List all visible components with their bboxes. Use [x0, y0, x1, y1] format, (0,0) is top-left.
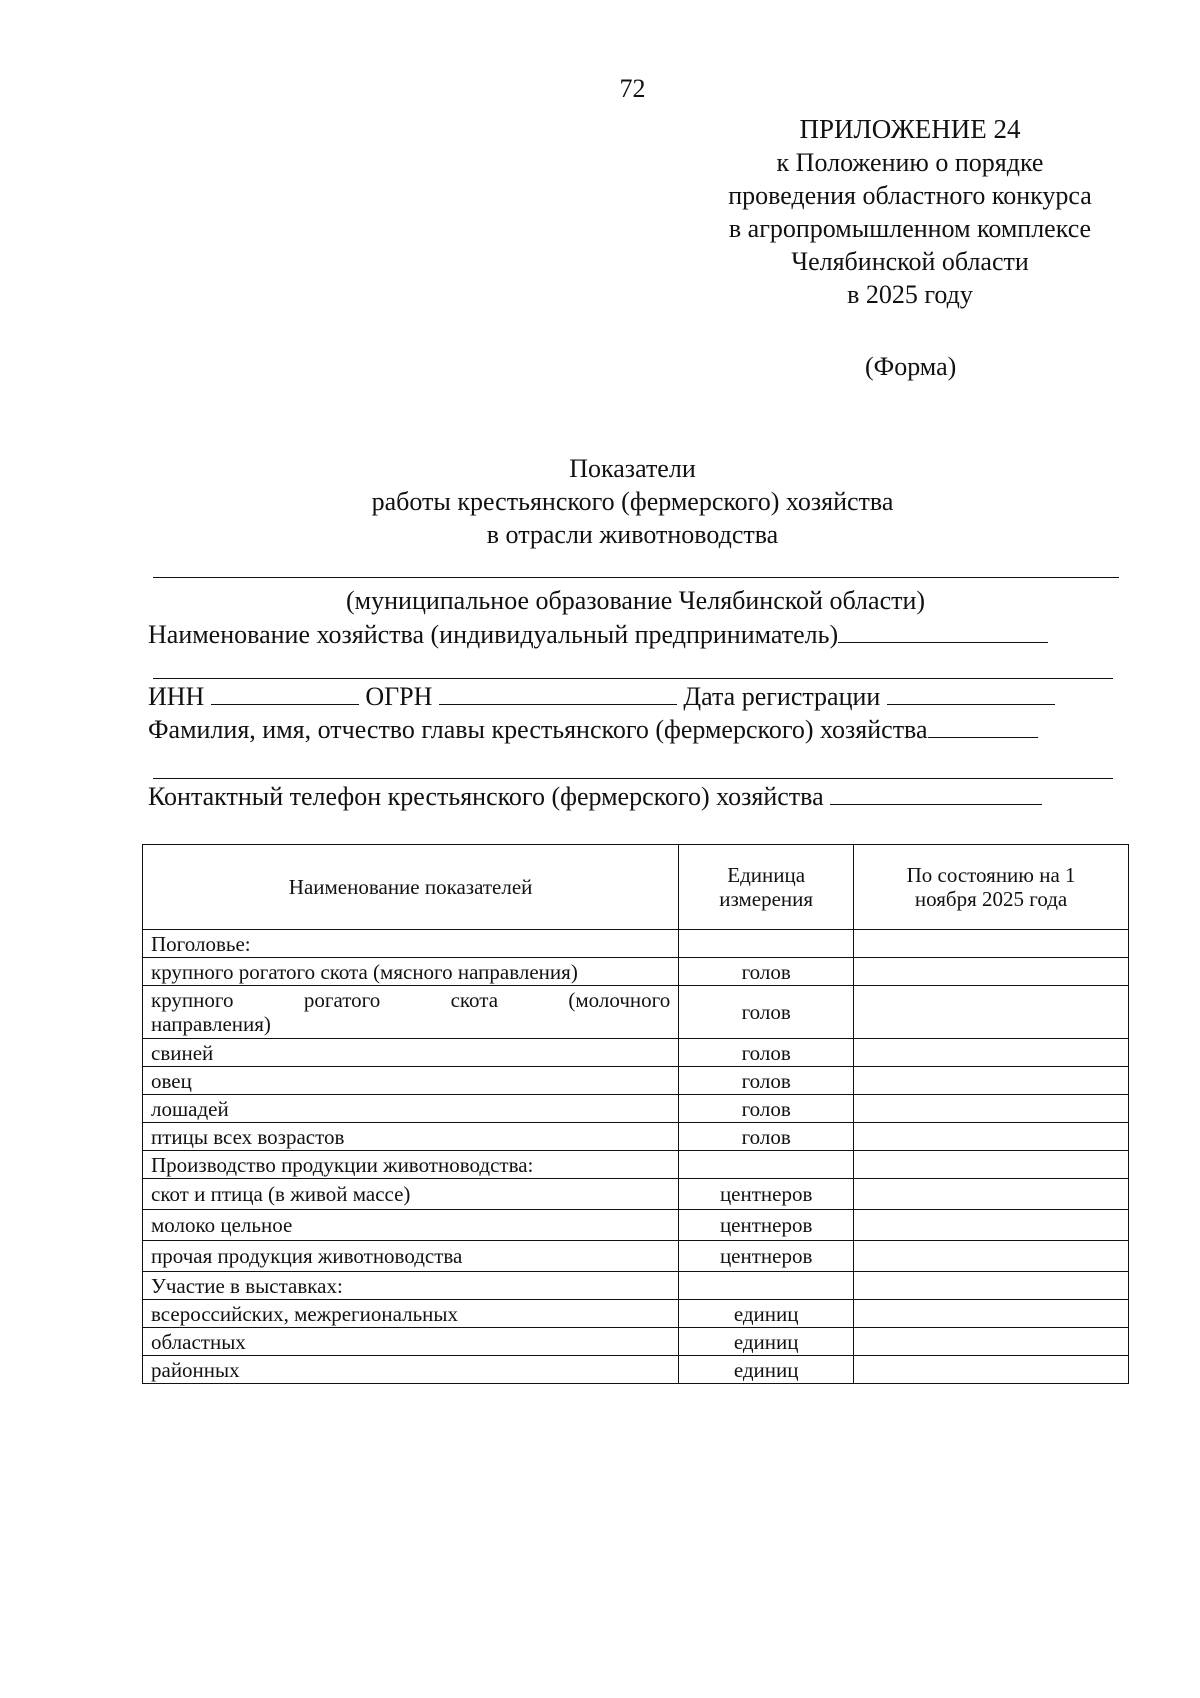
value-cell[interactable]: [854, 1300, 1129, 1328]
indicator-name: скот и птица (в живой массе): [143, 1179, 679, 1210]
table-row: [143, 1095, 1129, 1123]
indicator-name: всероссийских, межрегиональных: [143, 1300, 679, 1328]
unit-cell: единиц: [679, 1356, 854, 1384]
unit-cell: голов: [679, 986, 854, 1039]
ogrn-blank[interactable]: [439, 682, 677, 705]
unit-cell: [679, 930, 854, 958]
farm-name-field: [148, 620, 1048, 650]
appendix-line: в агропромышленном комплексе: [728, 214, 1092, 243]
appendix-line: ПРИЛОЖЕНИЕ 24: [799, 114, 1021, 144]
table-row: [143, 1151, 1129, 1179]
unit-cell: голов: [679, 1067, 854, 1095]
indicator-name: Производство продукции животноводства:: [143, 1151, 679, 1179]
farm-name-label: Наименование хозяйства (индивидуальный предприниматель): [148, 620, 839, 649]
table-row: [143, 1039, 1129, 1067]
value-cell[interactable]: [854, 930, 1129, 958]
table-row: [143, 1210, 1129, 1241]
inn-label: ИНН: [148, 682, 205, 711]
unit-cell: голов: [679, 1123, 854, 1151]
municipality-caption: (муниципальное образование Челябинской области): [346, 586, 926, 615]
table-row: [143, 1272, 1129, 1300]
table-row: [143, 1300, 1129, 1328]
indicator-name: Поголовье:: [143, 930, 679, 958]
indicator-name: лошадей: [143, 1095, 679, 1123]
appendix-line: проведения областного конкурса: [728, 181, 1092, 210]
title-line: в отрасли животноводства: [486, 520, 779, 549]
appendix-line: Челябинской области: [791, 247, 1029, 276]
indicator-name: свиней: [143, 1039, 679, 1067]
registration-row: [148, 682, 1055, 712]
value-cell[interactable]: [854, 958, 1129, 986]
table-row: [143, 958, 1129, 986]
value-cell[interactable]: [854, 1241, 1129, 1272]
title-line: Показатели: [569, 454, 696, 483]
value-cell[interactable]: [854, 1067, 1129, 1095]
farm-name-blank[interactable]: [838, 620, 1048, 643]
form-label: (Форма): [865, 352, 957, 381]
head-name-label: Фамилия, имя, отчество главы крестьянского (фермерского) хозяйства: [148, 715, 928, 744]
unit-cell: голов: [679, 1039, 854, 1067]
appendix-line: в 2025 году: [847, 280, 973, 309]
head-name-blank-line-2[interactable]: [153, 778, 1113, 779]
table-row: [143, 930, 1129, 958]
table-row: [143, 1241, 1129, 1272]
phone-blank[interactable]: [830, 782, 1042, 805]
appendix-header: [690, 113, 1130, 311]
title-line: работы крестьянского (фермерского) хозяйства: [371, 487, 894, 516]
table-row: [143, 1356, 1129, 1384]
page-number: 72: [619, 74, 646, 103]
header-unit: Единица измерения: [679, 845, 854, 930]
value-cell[interactable]: [854, 1356, 1129, 1384]
ogrn-label: ОГРН: [365, 682, 433, 711]
phone-label: Контактный телефон крестьянского (фермерского) хозяйства: [148, 782, 824, 811]
indicator-name: районных: [143, 1356, 679, 1384]
table-row: [143, 986, 1129, 1039]
indicator-name: прочая продукция животноводства: [143, 1241, 679, 1272]
indicator-name: крупного рогатого скота (мясного направления): [143, 958, 679, 986]
document-title: [300, 452, 965, 551]
indicator-name: молоко цельное: [143, 1210, 679, 1241]
table-header-row: [143, 845, 1129, 930]
indicator-name: крупного рогатого скота (молочного направления): [143, 986, 679, 1039]
municipality-blank-line[interactable]: [153, 577, 1119, 578]
unit-cell: центнеров: [679, 1210, 854, 1241]
header-value-date: По состоянию на 1 ноября 2025 года: [854, 845, 1129, 930]
indicator-name: овец: [143, 1067, 679, 1095]
value-cell[interactable]: [854, 1039, 1129, 1067]
head-name-field: [148, 715, 1038, 745]
unit-cell: центнеров: [679, 1179, 854, 1210]
indicator-name: Участие в выставках:: [143, 1272, 679, 1300]
value-cell[interactable]: [854, 1272, 1129, 1300]
table-row: [143, 1179, 1129, 1210]
value-cell[interactable]: [854, 1151, 1129, 1179]
value-cell[interactable]: [854, 1179, 1129, 1210]
phone-field: [148, 782, 1042, 812]
value-cell[interactable]: [854, 1210, 1129, 1241]
unit-cell: голов: [679, 958, 854, 986]
table-row: [143, 1328, 1129, 1356]
value-cell[interactable]: [854, 1328, 1129, 1356]
head-name-blank[interactable]: [928, 715, 1038, 738]
value-cell[interactable]: [854, 986, 1129, 1039]
registration-date-label: Дата регистрации: [683, 682, 881, 711]
appendix-line: к Положению о порядке: [776, 148, 1044, 177]
inn-blank[interactable]: [211, 682, 359, 705]
unit-cell: единиц: [679, 1300, 854, 1328]
unit-cell: [679, 1272, 854, 1300]
indicator-name: птицы всех возрастов: [143, 1123, 679, 1151]
registration-date-blank[interactable]: [887, 682, 1055, 705]
farm-name-blank-line-2[interactable]: [153, 678, 1113, 679]
unit-cell: голов: [679, 1095, 854, 1123]
table-row: [143, 1123, 1129, 1151]
indicator-name: областных: [143, 1328, 679, 1356]
table-row: [143, 1067, 1129, 1095]
indicators-table: [142, 844, 1129, 1384]
value-cell[interactable]: [854, 1123, 1129, 1151]
value-cell[interactable]: [854, 1095, 1129, 1123]
header-indicator-name: Наименование показателей: [143, 845, 679, 930]
unit-cell: единиц: [679, 1328, 854, 1356]
unit-cell: центнеров: [679, 1241, 854, 1272]
unit-cell: [679, 1151, 854, 1179]
